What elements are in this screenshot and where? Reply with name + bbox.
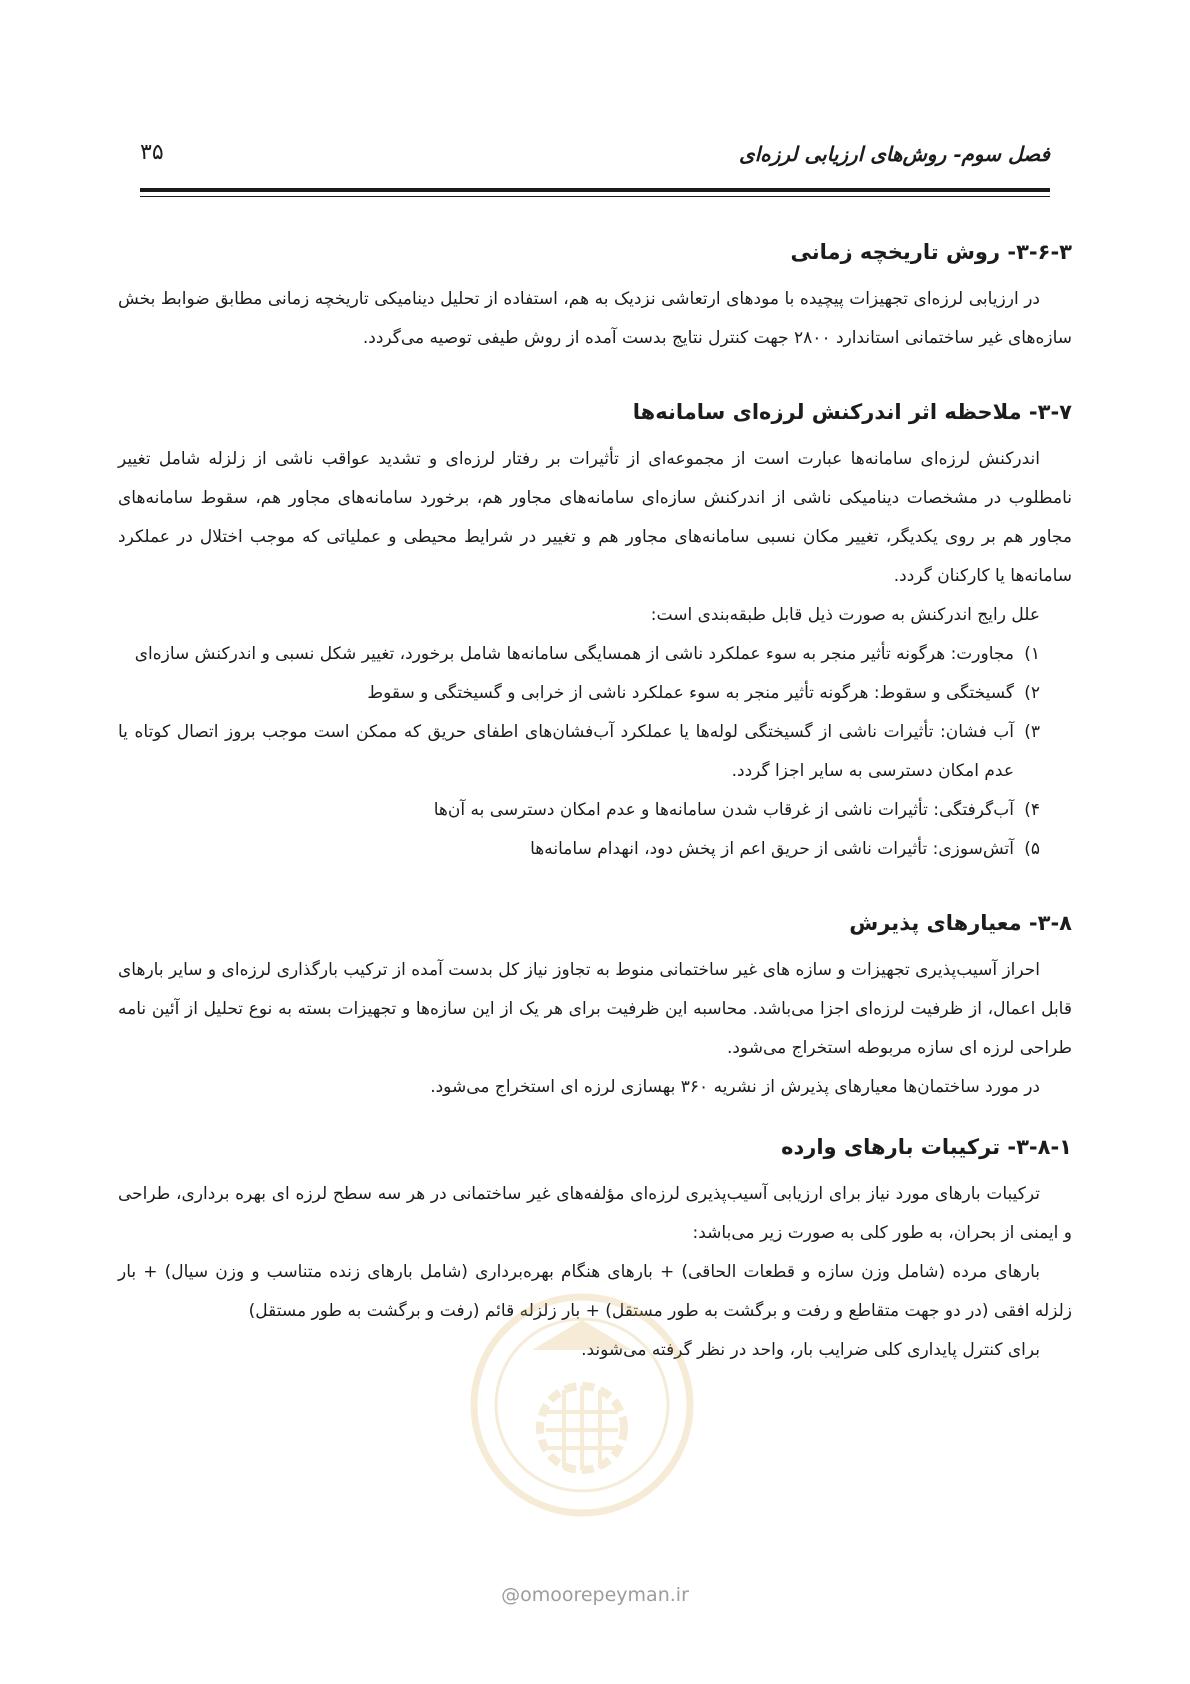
section-heading-3-7: ۳-۷- ملاحظه اثر اندرکنش لرزه‌ای سامانه‌ها	[632, 400, 1072, 424]
section-spacer	[118, 1107, 1072, 1127]
page-content	[118, 232, 1072, 1370]
list-item	[118, 830, 1040, 869]
header-rule-thin	[140, 196, 1050, 197]
section-paragraph: ترکیبات بارهای مورد نیاز برای ارزیابی آسیب‌پذیری لرزه‌ای مؤلفه‌های غیر ساختمانی در هر سه سطح لرزه ای بهره برداری، طراحی و ایمنی از بحران، به طور کلی به صورت زیر می‌باشد:	[118, 1184, 1072, 1243]
section-paragraph: بارهای مرده (شامل وزن سازه و قطعات الحاقی) + بارهای هنگام بهره‌برداری (شامل بارهای زنده متناسب و وزن سیال) + بار زلزله افقی (در دو جهت متقاطع و رفت و برگشت به طور مستقل) + بار زلزله قائم (رفت و برگشت به طور مستقل)	[118, 1262, 1072, 1321]
header-rule-thick	[140, 188, 1050, 192]
running-header	[140, 140, 1050, 180]
section-heading-3-8-1: ۳-۸-۱- ترکیبات بارهای وارده	[781, 1135, 1072, 1159]
list-item-number: ۳)	[1024, 722, 1040, 742]
section-paragraph: در مورد ساختمان‌ها معیارهای پذیرش از نشریه ۳۶۰ بهسازی لرزه ای استخراج می‌شود.	[430, 1077, 1040, 1097]
interaction-causes-list	[118, 635, 1072, 869]
list-item-number: ۵)	[1024, 839, 1040, 859]
list-item-number: ۴)	[1024, 800, 1040, 820]
list-item-text: گسیختگی و سقوط: هرگونه تأثیر منجر به سوء عملکرد ناشی از خرابی و گسیختگی و سقوط	[367, 683, 1014, 703]
list-item	[118, 635, 1040, 674]
section-paragraph: اندرکنش لرزه‌ای سامانه‌ها عبارت است از مجموعه‌ای از تأثیرات بر رفتار لرزه‌ای و تشدید عواقب ناشی از زلزله شامل تغییر نامطلوب در مشخصات دینامیکی ناشی از اندرکنش سازه‌ای سامانه‌های مجاور هم، برخورد سامانه‌های مجاور هم، سقوط سامانه‌های مجاور هم بر روی یکدیگر، تغییر مکان نسبی سامانه‌های مجاور هم و تغییر در شرایط محیطی و عملیاتی که موجب اختلال در عملکرد سامانه‌ها یا کارکنان گردد.	[118, 449, 1072, 586]
watermark-site: @omoorepeyman.ir	[501, 1584, 689, 1606]
list-item-number: ۱)	[1024, 644, 1040, 664]
page-number: ۳۵	[140, 140, 164, 165]
list-item	[118, 791, 1040, 830]
section-paragraph: برای کنترل پایداری کلی ضرایب بار، واحد در نظر گرفته می‌شوند.	[581, 1340, 1040, 1360]
list-item-text: آب فشان: تأثیرات ناشی از گسیختگی لوله‌ها یا عملکرد آب‌فشان‌های اطفای حریق که ممکن است موجب بروز اتصال کوتاه یا عدم امکان دسترسی به سایر اجزا گردد.	[118, 722, 1014, 781]
list-item	[118, 674, 1040, 713]
list-intro: علل رایج اندرکنش به صورت ذیل قابل طبقه‌بندی است:	[650, 605, 1040, 625]
section-paragraph: احراز آسیب‌پذیری تجهیزات و سازه های غیر ساختمانی منوط به تجاوز نیاز کل بدست آمده از ترکیب بارگذاری لرزه‌ای و سایر بارهای قابل اعمال، از ظرفیت لرزه‌ای اجزا می‌باشد. محاسبه این ظرفیت برای هر یک از این سازه‌ها و تجهیزات بسته به نوع تحلیل از آئین نامه طراحی لرزه ای سازه مربوطه استخراج می‌شود.	[118, 960, 1072, 1058]
list-item-number: ۲)	[1024, 683, 1040, 703]
chapter-title: فصل سوم- روش‌های ارزیابی لرزه‌ای	[739, 142, 1050, 166]
section-heading-3-6-3: ۳-۶-۳- روش تاریخچه زمانی	[790, 240, 1072, 264]
section-heading-3-8: ۳-۸- معیارهای پذیرش	[849, 911, 1072, 935]
list-item-text: آتش‌سوزی: تأثیرات ناشی از حریق اعم از پخش دود، انهدام سامانه‌ها	[530, 839, 1014, 859]
section-paragraph: در ارزیابی لرزه‌ای تجهیزات پیچیده با مودهای ارتعاشی نزدیک به هم، استفاده از تحلیل دینامیکی تاریخچه زمانی مطابق ضوابط بخش سازه‌های غیر ساختمانی استاندارد ۲۸۰۰ جهت کنترل نتایج بدست آمده از روش طیفی توصیه می‌گردد.	[118, 289, 1072, 348]
list-item-text: آب‌گرفتگی: تأثیرات ناشی از غرقاب شدن سامانه‌ها و عدم امکان دسترسی به آن‌ها	[433, 800, 1014, 820]
list-item	[118, 713, 1040, 791]
list-item-text: مجاورت: هرگونه تأثیر منجر به سوء عملکرد ناشی از همسایگی سامانه‌ها شامل برخورد، تغییر شکل نسبی و اندرکنش سازه‌ای	[134, 644, 1014, 664]
section-spacer	[118, 358, 1072, 392]
section-spacer	[118, 869, 1072, 903]
watermark-seal-icon	[462, 1280, 702, 1530]
